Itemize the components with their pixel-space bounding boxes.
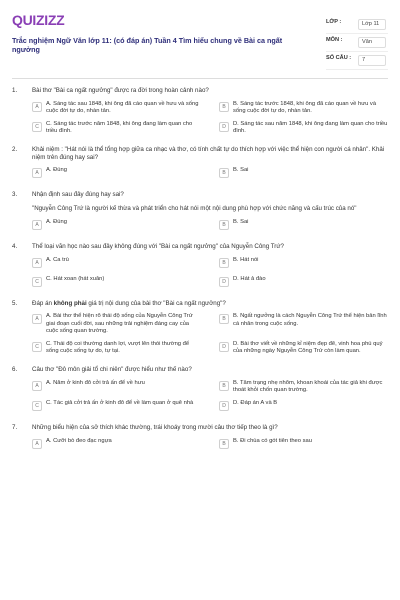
option-c[interactable] — [32, 276, 201, 290]
answer-options — [32, 313, 388, 356]
header-left — [12, 12, 312, 70]
option-d[interactable] — [219, 276, 388, 290]
meta-subject-row — [326, 34, 388, 52]
option-letter-box: C — [32, 401, 42, 411]
option-b[interactable] — [219, 167, 388, 181]
option-d[interactable] — [219, 341, 388, 356]
option-text: D. Sáng tác sau năm 1848, khi ông đang làm quan cho triều đình. — [233, 120, 388, 135]
quizizz-logo: QUIZIZZ — [12, 12, 65, 28]
question-2 — [12, 146, 388, 182]
option-a[interactable] — [32, 167, 201, 181]
question-number: 3. — [12, 191, 18, 199]
answer-options — [32, 257, 388, 290]
option-c[interactable] — [32, 121, 201, 136]
option-letter-box: B — [219, 220, 229, 230]
option-text: B. Sáng tác trước 1848, khi ông đã cáo quan về hưu và sống cuộc đời tự do, nhàn tản. — [233, 100, 377, 115]
answer-options — [32, 438, 388, 452]
option-letter-box: A — [32, 168, 42, 178]
option-text: B. Đi chùa có gót tiên theo sau — [233, 437, 312, 444]
option-text: A. Năm ở kinh đô cởi trả ấn để về hưu — [46, 379, 145, 386]
question-text: Thể loại văn học nào sau đây không đúng với "Bài ca ngất ngưởng" của Nguyễn Công Trứ? — [32, 242, 284, 250]
option-letter-box: C — [32, 277, 42, 287]
option-letter-box: B — [219, 102, 229, 112]
meta-class-row — [326, 16, 388, 34]
option-b[interactable] — [219, 380, 388, 395]
question-4 — [12, 243, 388, 290]
option-letter-box: C — [32, 122, 42, 132]
question-quote: "Nguyễn Công Trứ là người kế thừa và phát triển cho hát nói một nội dung phù hợp với chức năng và cấu trúc của nó" — [32, 205, 357, 213]
option-text: C. Hát xoan (hát xuân) — [46, 275, 105, 282]
answer-options — [32, 101, 388, 136]
meta-panel — [326, 16, 388, 70]
worksheet-header — [12, 12, 388, 79]
option-text: A. Bài thơ thể hiện rõ thái độ sống của Nguyễn Công Trứ giai đoạn cuối đời, sau những trải nghiệm đáng cay của cuộc sống quan trường. — [46, 313, 193, 335]
option-a[interactable] — [32, 313, 201, 336]
option-text: B. Ngất ngưởng là cách Nguyễn Công Trứ thể hiện bản lĩnh cá nhân trong cuộc sống. — [233, 313, 387, 327]
answer-options — [32, 167, 388, 181]
option-a[interactable] — [32, 380, 201, 395]
option-text: B. Tâm trạng nhẹ nhõm, khoan khoái của tác giả khi được thoát khỏi chốn quan trường. — [233, 379, 383, 394]
option-text: B. Sai — [233, 167, 249, 174]
question-6 — [12, 366, 388, 414]
question-number: 2. — [12, 145, 18, 153]
option-text: A. Cưỡi bò đeo đạc ngựa — [46, 437, 112, 444]
option-text: C. Sáng tác trước năm 1848, khi ông đang làm quan cho triều đình. — [46, 120, 193, 135]
question-number: 1. — [12, 86, 18, 94]
option-d[interactable] — [219, 400, 388, 414]
option-text: D. Hát ả đào — [233, 275, 266, 282]
question-list — [12, 79, 388, 452]
option-c[interactable] — [32, 400, 201, 414]
option-text: B. Hát nói — [233, 256, 259, 263]
count-value: 7 — [358, 55, 386, 66]
option-letter-box: B — [219, 439, 229, 449]
option-b[interactable] — [219, 438, 388, 452]
option-letter-box: D — [219, 277, 229, 287]
option-c[interactable] — [32, 341, 201, 356]
question-number: 4. — [12, 242, 18, 250]
option-letter-box: B — [219, 381, 229, 391]
question-number: 5. — [12, 299, 18, 307]
answer-options — [32, 219, 388, 233]
option-letter-box: A — [32, 258, 42, 268]
option-text: C. Tác giả cởi trả ấn ở kinh đô để về làm quan ở quê nhà — [46, 399, 194, 406]
class-label: LỚP : — [326, 19, 342, 25]
question-text: Những biểu hiện của sở thích khác thường, trái khoáy trong mười câu thơ tiếp theo là gì? — [32, 423, 278, 431]
option-letter-box: B — [219, 314, 229, 324]
option-b[interactable] — [219, 313, 388, 336]
class-value: Lớp 11 — [358, 19, 386, 30]
answer-options — [32, 380, 388, 414]
option-b[interactable] — [219, 257, 388, 271]
option-letter-box: C — [32, 342, 42, 352]
option-a[interactable] — [32, 257, 201, 271]
option-a[interactable] — [32, 438, 201, 452]
question-text — [32, 300, 388, 308]
option-text: D. Đáp án A và B — [233, 399, 278, 406]
option-letter-box: A — [32, 220, 42, 230]
page-title: Trắc nghiệm Ngữ Văn lớp 11: (có đáp án) Tuần 4 Tìm hiểu chung về Bài ca ngất ngưởng — [12, 36, 283, 55]
meta-count-row — [326, 52, 388, 70]
question-text: Câu thơ "Đô môn giải tổ chi niên" được hiểu như thế nào? — [32, 365, 192, 373]
option-letter-box: A — [32, 439, 42, 449]
question-3 — [12, 191, 388, 233]
question-number: 6. — [12, 365, 18, 373]
option-letter-box: D — [219, 401, 229, 411]
question-5 — [12, 300, 388, 356]
option-text: B. Sai — [233, 218, 249, 225]
option-text: C. Thái độ coi thường danh lợi, vượt lên thói thường để sống cuộc sống tự do, tự tại. — [46, 340, 190, 355]
option-d[interactable] — [219, 121, 388, 136]
option-letter-box: D — [219, 342, 229, 352]
option-a[interactable] — [32, 101, 201, 116]
question-text-pre: Đáp án — [32, 299, 54, 307]
subject-value: Văn — [358, 37, 386, 48]
option-text: D. Bài thơ viết về những kỉ niệm đẹp đẽ, vinh hoa phú quý của những ngày Nguyễn Công Trứ còn làm quan. — [233, 340, 383, 355]
subject-label: MÔN : — [326, 36, 343, 43]
option-text: A. Sáng tác sau 1848, khi ông đã cáo quan về hưu và sống cuộc đời tự do, nhàn tản. — [46, 100, 199, 115]
question-number: 7. — [12, 423, 18, 431]
option-b[interactable] — [219, 219, 388, 233]
option-text: A. Đúng — [46, 218, 67, 225]
question-text: Nhận định sau đây đúng hay sai? — [32, 191, 124, 199]
option-letter-box: D — [219, 122, 229, 132]
option-letter-box: A — [32, 102, 42, 112]
question-text: Khải niệm : "Hát nói là thể tổng hợp giữa ca nhạc và thơ, có tính chất tự do thích hợp với việc thể hiện con người cá nhân". Khải niệm trên đúng hay sai? — [32, 145, 385, 161]
question-text: Bài thơ "Bài ca ngất ngưởng" được ra đời trong hoàn cảnh nào? — [32, 86, 209, 94]
option-letter-box: A — [32, 381, 42, 391]
option-letter-box: B — [219, 168, 229, 178]
option-a[interactable] — [32, 219, 201, 233]
option-text: A. Đúng — [46, 167, 67, 174]
count-label: SỐ CÂU : — [326, 54, 352, 61]
question-1 — [12, 87, 388, 136]
option-letter-box: A — [32, 314, 42, 324]
question-7 — [12, 424, 388, 452]
option-b[interactable] — [219, 101, 388, 116]
option-text: A. Ca trù — [46, 256, 69, 263]
question-text-post: giá trị nội dung của bài thơ "Bài ca ngất ngưởng"? — [86, 299, 226, 307]
question-text-emphasis: không phải — [53, 299, 87, 307]
option-letter-box: B — [219, 258, 229, 268]
